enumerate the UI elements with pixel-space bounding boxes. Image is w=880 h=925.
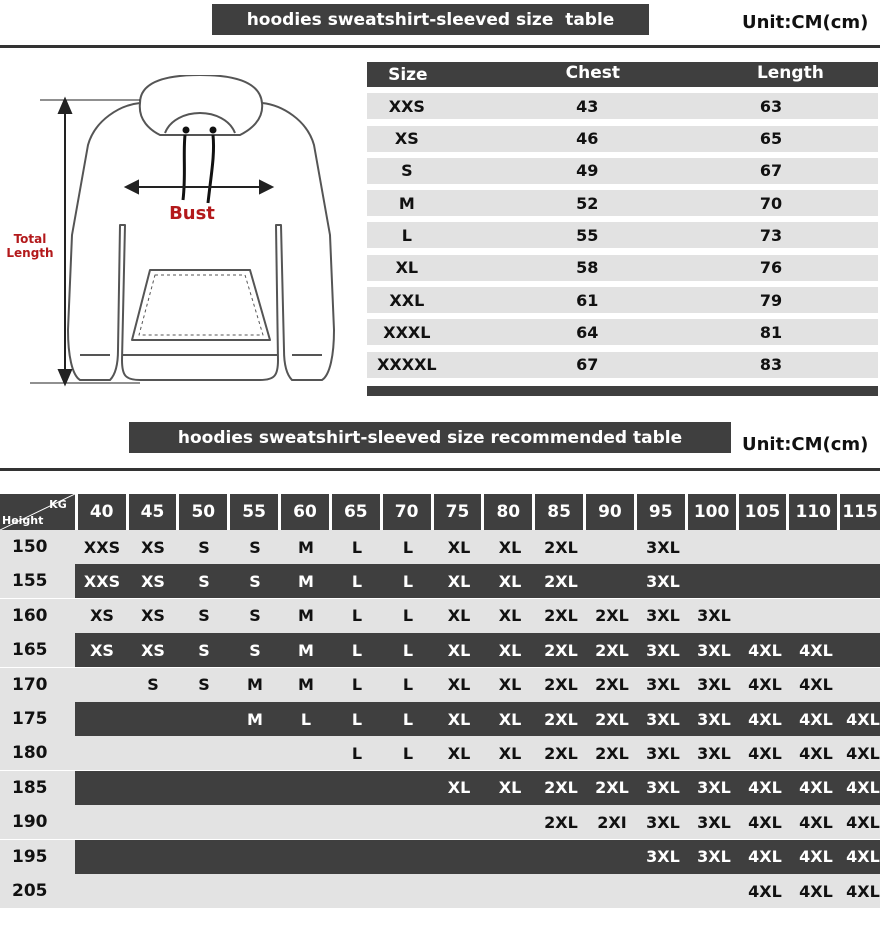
height-cell: 160: [12, 605, 48, 626]
size-recommendation-cell: 3XL: [646, 847, 680, 867]
size-recommendation-cell: S: [198, 640, 210, 660]
length-cell: 79: [759, 290, 783, 310]
size-recommendation-cell: 3XL: [697, 743, 731, 763]
size-recommendation-cell: S: [249, 571, 261, 591]
weight-header-cell: 95: [637, 494, 685, 530]
size-recommendation-cell: M: [247, 675, 263, 695]
size-recommendation-cell: 4XL: [748, 675, 782, 695]
recommended-table-title-banner: [129, 422, 731, 453]
recommended-table-row: [0, 530, 880, 564]
recommended-table-row: [0, 805, 880, 839]
size-recommendation-cell: L: [402, 709, 414, 729]
size-recommendation-cell: 4XL: [799, 778, 833, 798]
size-recommendation-cell: 3XL: [646, 606, 680, 626]
height-cell: 180: [12, 743, 48, 764]
size-table-row: [367, 126, 878, 152]
size-recommendation-cell: 3XL: [646, 743, 680, 763]
middle-divider: [0, 468, 880, 471]
size-recommendation-cell: 4XL: [799, 640, 833, 660]
size-recommendation-cell: L: [351, 743, 363, 763]
size-recommendation-cell: 3XL: [697, 812, 731, 832]
size-cell: S: [401, 161, 413, 181]
size-recommendation-cell: 2XL: [544, 571, 578, 591]
height-cell: 190: [12, 812, 48, 833]
size-table-row: [367, 93, 878, 119]
size-recommendation-cell: XL: [498, 571, 522, 591]
size-recommendation-cell: 4XL: [799, 709, 833, 729]
corner-kg-label: KG: [49, 498, 67, 511]
size-recommendation-cell: 2XL: [544, 675, 578, 695]
weight-header-cell: 50: [179, 494, 227, 530]
height-cell: 165: [0, 633, 75, 667]
size-recommendation-cell: L: [402, 537, 414, 557]
size-table-unit: Unit:CM(cm): [742, 12, 869, 33]
recommended-table-row: [0, 736, 880, 770]
size-table-row: [367, 287, 878, 313]
size-recommendation-cell: S: [147, 675, 159, 695]
weight-header-cell: 85: [535, 494, 583, 530]
size-recommendation-cell: 3XL: [697, 640, 731, 660]
size-recommendation-cell: 2XL: [544, 640, 578, 660]
size-recommendation-cell: M: [298, 571, 314, 591]
recommended-table-row: [0, 599, 880, 633]
weight-header-cell: 90: [586, 494, 634, 530]
length-cell: 63: [759, 96, 783, 116]
size-recommendation-cell: 3XL: [697, 709, 731, 729]
recommended-table-row: [0, 564, 880, 598]
height-kg-corner: [0, 494, 75, 530]
size-recommendation-cell: 2XL: [544, 537, 578, 557]
recommended-table-row: [0, 668, 880, 702]
height-cell: 150: [12, 537, 48, 557]
size-recommendation-cell: 4XL: [748, 847, 782, 867]
size-recommendation-cell: 4XL: [748, 709, 782, 729]
size-recommendation-cell: 4XL: [748, 640, 782, 660]
size-recommendation-cell: 4XL: [846, 812, 880, 832]
height-cell: 195: [0, 840, 75, 874]
size-table-footer-bar: [367, 386, 878, 396]
length-cell: 81: [759, 322, 783, 342]
size-recommendation-cell: XL: [498, 709, 522, 729]
size-recommendation-cell: 4XL: [748, 778, 782, 798]
size-recommendation-cell: S: [249, 606, 261, 626]
recommended-table-unit: Unit:CM(cm): [742, 434, 869, 455]
weight-header-cell: 65: [332, 494, 380, 530]
chest-cell: 64: [576, 322, 599, 342]
size-recommendation-cell: L: [351, 640, 363, 660]
chest-cell: 52: [576, 193, 599, 213]
chest-cell: 67: [576, 355, 599, 375]
size-recommendation-cell: XS: [90, 640, 114, 660]
weight-header-cell: 105: [739, 494, 787, 530]
height-cell: 170: [12, 674, 48, 695]
weight-header-cell: 100: [688, 494, 736, 530]
chest-header: Chest: [565, 63, 620, 83]
weight-header-cell: 110: [789, 494, 837, 530]
size-table-title: hoodies sweatshirt-sleeved size table: [246, 9, 615, 30]
recommended-table-row: [0, 874, 880, 908]
chest-cell: 58: [576, 258, 599, 278]
size-recommendation-cell: 4XL: [748, 881, 782, 901]
chest-cell: 61: [576, 290, 599, 310]
size-recommendation-cell: 2XL: [595, 606, 629, 626]
size-table-row: [367, 190, 878, 216]
size-recommendation-cell: 3XL: [646, 640, 680, 660]
size-recommendation-cell: L: [351, 709, 363, 729]
recommended-table: [0, 494, 880, 908]
height-cell: 175: [0, 702, 75, 736]
size-recommendation-cell: L: [351, 606, 363, 626]
size-recommendation-cell: 4XL: [748, 743, 782, 763]
chest-cell: 49: [576, 161, 599, 181]
size-recommendation-cell: XS: [141, 640, 165, 660]
size-recommendation-cell: 2XL: [544, 606, 578, 626]
size-recommendation-cell: 4XL: [846, 778, 880, 798]
size-header: Size: [388, 65, 428, 85]
size-cell: XXS: [388, 96, 425, 116]
size-cell: XXXL: [383, 322, 431, 342]
weight-header-cell: 115: [840, 494, 880, 530]
size-recommendation-cell: XS: [141, 606, 165, 626]
size-recommendation-cell: 3XL: [697, 778, 731, 798]
size-recommendation-cell: XL: [498, 675, 522, 695]
size-recommendation-cell: L: [402, 640, 414, 660]
size-recommendation-cell: XL: [447, 537, 471, 557]
size-recommendation-cell: 4XL: [799, 675, 833, 695]
weight-header-cell: 45: [129, 494, 177, 530]
size-recommendation-cell: L: [300, 709, 312, 729]
size-recommendation-cell: 2XI: [597, 812, 627, 832]
size-recommendation-cell: 4XL: [846, 881, 880, 901]
weight-header-cell: 60: [281, 494, 329, 530]
size-recommendation-cell: 3XL: [646, 537, 680, 557]
size-recommendation-cell: 3XL: [697, 606, 731, 626]
length-cell: 83: [759, 355, 783, 375]
weight-header-row: [0, 494, 880, 530]
size-recommendation-cell: 4XL: [799, 743, 833, 763]
size-recommendation-cell: 3XL: [646, 571, 680, 591]
length-header: Length: [756, 63, 824, 83]
size-recommendation-cell: XL: [498, 606, 522, 626]
size-recommendation-cell: XL: [498, 537, 522, 557]
height-cell: 185: [0, 771, 75, 805]
size-recommendation-cell: XL: [447, 571, 471, 591]
size-recommendation-cell: 2XL: [544, 778, 578, 798]
length-cell: 65: [759, 129, 783, 149]
weight-header-cell: 80: [484, 494, 532, 530]
corner-height-label: Height: [2, 514, 44, 527]
size-recommendation-cell: 2XL: [595, 640, 629, 660]
recommended-table-row: [0, 702, 880, 736]
size-recommendation-cell: M: [298, 537, 314, 557]
size-recommendation-cell: S: [198, 571, 210, 591]
total-length-label: Total Length: [6, 232, 54, 260]
size-cell: L: [401, 225, 412, 245]
size-table-title-banner: [212, 4, 649, 35]
size-cell: XXL: [389, 290, 425, 310]
size-recommendation-cell: 3XL: [646, 709, 680, 729]
height-cell: 155: [0, 564, 75, 598]
size-cell: XS: [394, 129, 419, 149]
size-recommendation-cell: XS: [90, 606, 114, 626]
size-recommendation-cell: XL: [447, 675, 471, 695]
size-table-row: [367, 352, 878, 378]
bust-label: Bust: [169, 203, 215, 224]
size-recommendation-cell: M: [247, 709, 263, 729]
size-recommendation-cell: 2XL: [595, 778, 629, 798]
size-recommendation-cell: XXS: [83, 537, 121, 557]
weight-header-cell: 40: [78, 494, 126, 530]
length-cell: 67: [759, 161, 783, 181]
top-divider: [0, 45, 880, 48]
size-table-row: [367, 222, 878, 248]
size-recommendation-cell: S: [198, 675, 210, 695]
size-recommendation-cell: 3XL: [646, 778, 680, 798]
size-table: [367, 62, 878, 396]
size-table-row: [367, 255, 878, 281]
recommended-table-title: hoodies sweatshirt-sleeved size recommended table: [177, 427, 683, 448]
size-recommendation-cell: L: [351, 675, 363, 695]
size-recommendation-cell: XL: [498, 778, 522, 798]
size-recommendation-cell: XL: [447, 606, 471, 626]
size-cell: XXXXL: [377, 355, 437, 375]
size-recommendation-cell: S: [249, 537, 261, 557]
size-recommendation-cell: 4XL: [799, 881, 833, 901]
chest-cell: 55: [576, 225, 599, 245]
size-recommendation-cell: XS: [141, 537, 165, 557]
size-recommendation-cell: M: [298, 675, 314, 695]
height-cell: 205: [12, 881, 48, 901]
size-recommendation-cell: L: [402, 743, 414, 763]
size-recommendation-cell: L: [351, 571, 363, 591]
size-recommendation-cell: L: [402, 675, 414, 695]
size-recommendation-cell: 2XL: [595, 675, 629, 695]
length-cell: 70: [759, 193, 783, 213]
chest-cell: 43: [576, 96, 599, 116]
size-recommendation-cell: XXS: [83, 571, 121, 591]
size-recommendation-cell: XL: [447, 778, 471, 798]
weight-header-cell: 75: [434, 494, 482, 530]
size-recommendation-cell: 3XL: [697, 675, 731, 695]
size-recommendation-cell: 4XL: [799, 847, 833, 867]
size-table-row: [367, 158, 878, 184]
size-recommendation-cell: S: [198, 537, 210, 557]
size-recommendation-cell: M: [298, 606, 314, 626]
size-cell: M: [398, 193, 415, 213]
weight-header-cell: 70: [383, 494, 431, 530]
size-recommendation-cell: L: [402, 606, 414, 626]
size-table-header: [367, 62, 878, 87]
recommended-table-row: [0, 633, 880, 667]
recommended-table-row: [0, 840, 880, 874]
size-recommendation-cell: XL: [447, 640, 471, 660]
size-table-row: [367, 319, 878, 345]
length-cell: 73: [759, 225, 783, 245]
size-recommendation-cell: XL: [498, 743, 522, 763]
size-recommendation-cell: 2XL: [595, 709, 629, 729]
size-recommendation-cell: 4XL: [799, 812, 833, 832]
size-recommendation-cell: XL: [447, 709, 471, 729]
size-cell: XL: [395, 258, 419, 278]
size-recommendation-cell: XL: [447, 743, 471, 763]
size-recommendation-cell: 2XL: [595, 743, 629, 763]
size-recommendation-cell: M: [298, 640, 314, 660]
chest-cell: 46: [576, 129, 599, 149]
size-recommendation-cell: S: [249, 640, 261, 660]
size-recommendation-cell: 2XL: [544, 709, 578, 729]
size-recommendation-cell: 3XL: [697, 847, 731, 867]
size-recommendation-cell: S: [198, 606, 210, 626]
size-recommendation-cell: 4XL: [846, 743, 880, 763]
recommended-table-row: [0, 771, 880, 805]
size-recommendation-cell: XS: [141, 571, 165, 591]
length-cell: 76: [759, 258, 783, 278]
size-recommendation-cell: L: [402, 571, 414, 591]
size-recommendation-cell: 3XL: [646, 675, 680, 695]
size-recommendation-cell: XL: [498, 640, 522, 660]
size-recommendation-cell: 4XL: [846, 847, 880, 867]
size-recommendation-cell: 2XL: [544, 812, 578, 832]
size-recommendation-cell: 4XL: [846, 709, 880, 729]
size-recommendation-cell: 4XL: [748, 812, 782, 832]
size-recommendation-cell: L: [351, 537, 363, 557]
weight-header-cell: 55: [230, 494, 278, 530]
size-recommendation-cell: 2XL: [544, 743, 578, 763]
size-recommendation-cell: 3XL: [646, 812, 680, 832]
